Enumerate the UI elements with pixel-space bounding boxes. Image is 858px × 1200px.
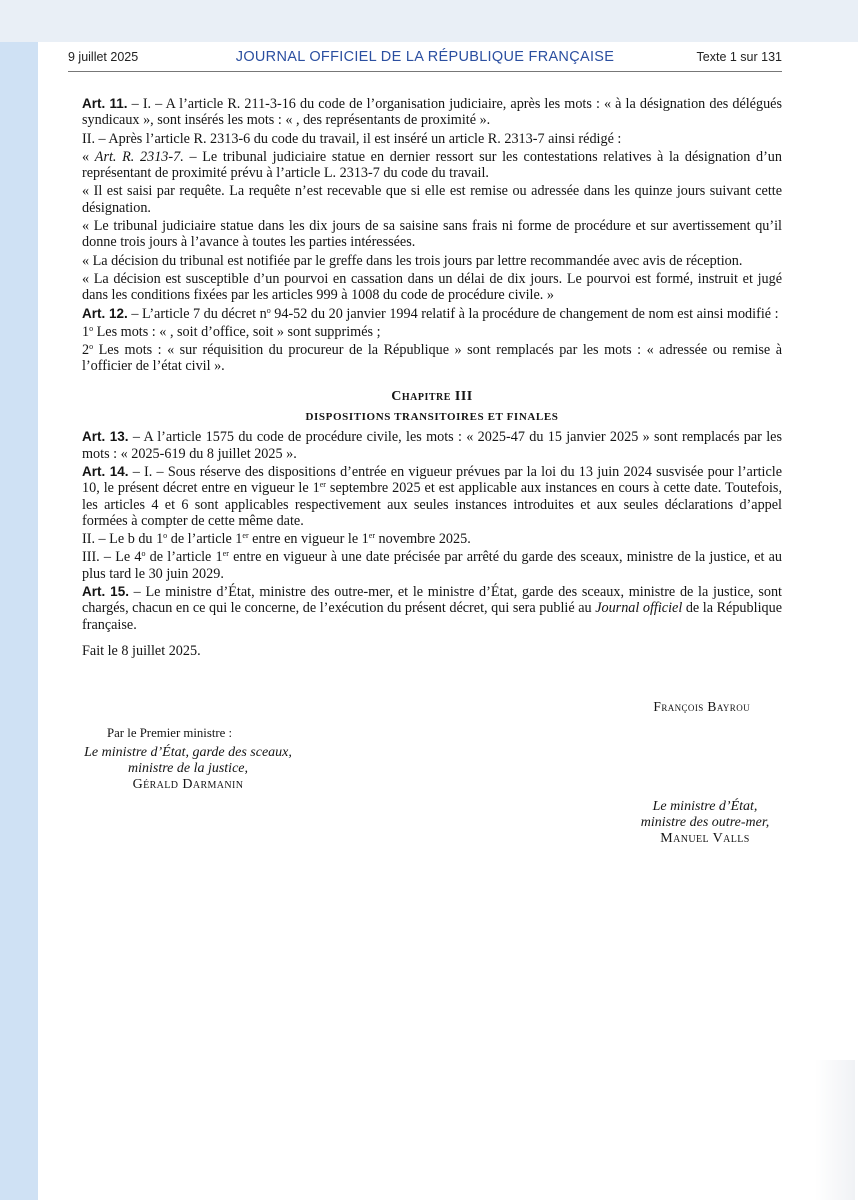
art15-p1: Art. 15. – Le ministre d’État, ministre des outre-mer, et le ministre d’État, garde des sceaux, ministre de la justice, sont chargés, chacun en ce qui le concerne, de l’exécution du présent décret, qui sera publié au Journal officiel de la République française.: [82, 584, 782, 633]
signature-bayrou: François Bayrou: [653, 699, 750, 714]
art11-p4: « Il est saisi par requête. La requête n’est recevable que si elle est remise ou adressée dans les quinze jours suivant cette désignation.: [82, 183, 782, 216]
chapter-subtitle: DISPOSITIONS TRANSITOIRES ET FINALES: [305, 411, 559, 424]
art12-p3: 2$^o$ Les mots : « sur réquisition du procureur de la République » sont remplacés par les mots : « adressée ou remise à l’officier de l’état civil ».: [82, 342, 782, 375]
header-rule: [68, 71, 782, 72]
page-header: [68, 50, 782, 68]
signature-valls: Le ministre d’État, ministre des outre-mer, Manuel Valls: [640, 799, 770, 846]
par-le-premier-ministre: Par le Premier ministre :: [107, 726, 233, 740]
art11-p2: II. – Après l’article R. 2313-6 du code du travail, il est inséré un article R. 2313-7 ainsi rédigé :: [82, 130, 622, 147]
signature-darmanin: Le ministre d’État, garde des sceaux, ministre de la justice, Gérald Darmanin: [84, 745, 292, 792]
art14-p3: III. – Le 4$^o$ de l’article 1er entre en vigueur à une date précisée par arrêté du garde des sceaux, ministre de la justice, et au plus tard le 30 juin 2029.: [82, 549, 783, 582]
art13-p1: Art. 13. – A l’article 1575 du code de procédure civile, les mots : « 2025-47 du 15 janvier 2025 » sont remplacés par les mots : « 2025-619 du 8 juillet 2025 ».: [82, 429, 782, 462]
art12-label: Art. 12.: [82, 305, 128, 321]
art14-p1: Art. 14. – I. – Sous réserve des dispositions d’entrée en vigueur prévues par la loi du 13 juin 2024 susvisée pour l’article 10, le présent décret entre en vigueur le 1er septembre 2025 et est applicable aux instances en cours à cette date. Toutefois, les articles 4 et 6 sont applicables respectivement aux seules instances introduites et aux seules déclarations d’appel formées à compter de cette même date.: [82, 463, 782, 529]
art14-p2: II. – Le b du 1$^o$ de l’article 1er entre en vigueur le 1er novembre 2025.: [82, 531, 471, 548]
left-margin-strip: [0, 0, 38, 1200]
art12-p1: Art. 12. – L’article 7 du décret $n^o$ 94-52 du 20 janvier 1994 relatif à la procédure de changement de nom est ainsi modifié :: [82, 305, 779, 322]
art14-label: Art. 14.: [82, 463, 129, 479]
art15-label: Art. 15.: [82, 584, 129, 600]
document-body: [82, 96, 782, 661]
art11-p3: « Art. R. 2313-7. – Le tribunal judiciaire statue en dernier ressort sur les contestations relatives à la désignation d’un représentant de proximité prévu à l’article L. 2313-7 du code du travail.: [82, 148, 782, 182]
art11-p7: « La décision est susceptible d’un pourvoi en cassation dans un délai de dix jours. Le pourvoi est formé, instruit et jugé dans les conditions fixées par les articles 999 à 1008 du code de procédure civile. »: [82, 270, 782, 304]
fait-date: Fait le 8 juillet 2025.: [82, 642, 201, 659]
art13-label: Art. 13.: [82, 429, 129, 445]
journal-title: JOURNAL OFFICIEL DE LA RÉPUBLIQUE FRANÇAISE: [235, 49, 615, 65]
art11-p6: « La décision du tribunal est notifiée par le greffe dans les trois jours par lettre recommandée avec avis de réception.: [82, 252, 743, 269]
art11-label: Art. 11.: [82, 96, 128, 111]
chapter-title: Chapitre III: [391, 388, 473, 404]
art11-p1: Art. 11. – I. – A l’article R. 211-3-16 du code de l’organisation judiciaire, après les mots : « à la désignation des délégués syndicaux », sont insérés les mots : « , des représentants de proximité ».: [82, 96, 782, 129]
page-curl-shadow: [815, 1060, 855, 1200]
art12-p2: 1$^o$ Les mots : « , soit d’office, soit » sont supprimés ;: [82, 323, 381, 340]
text-counter: Texte 1 sur 131: [696, 50, 782, 64]
header-date: 9 juillet 2025: [68, 50, 139, 64]
top-band: [0, 0, 858, 42]
art11-p5: « Le tribunal judiciaire statue dans les dix jours de sa saisine sans frais ni forme de procédure et sur avertissement qu’il donne trois jours à l’avance à toutes les parties intéressées.: [82, 218, 782, 251]
